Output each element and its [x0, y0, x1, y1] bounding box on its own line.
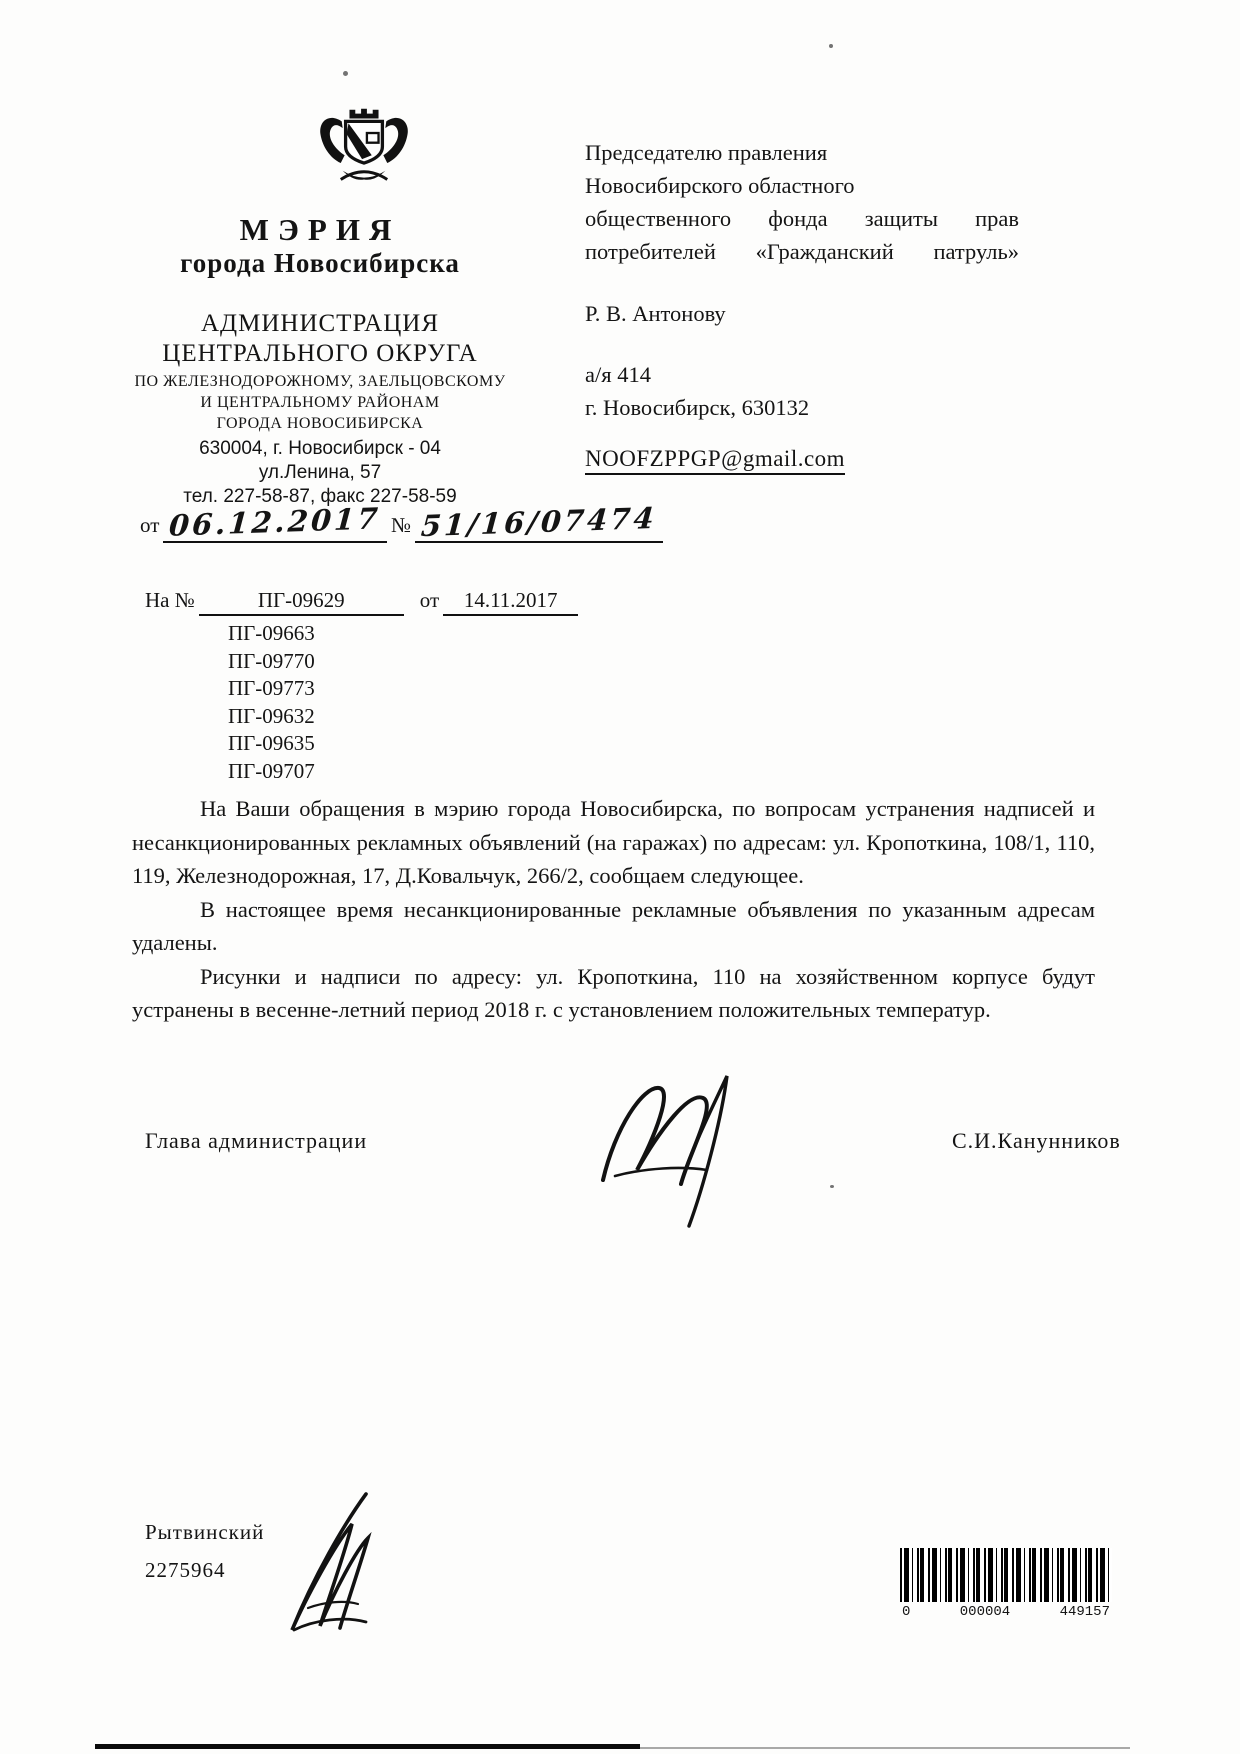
executor-phone: 2275964	[145, 1558, 226, 1582]
coat-of-arms-novosibirsk	[315, 103, 413, 195]
outgoing-number-slot	[415, 500, 663, 544]
incoming-label: На №	[145, 588, 195, 612]
incoming-ref-line	[145, 588, 645, 616]
addressee-email-wrap	[585, 446, 845, 475]
barcode-group2: 449157	[1059, 1604, 1110, 1620]
signature-stroke-executor	[248, 1480, 428, 1655]
scan-edge-line	[95, 1744, 640, 1749]
letterhead-phone-fax: тел. 227-58-87, факс 227-58-59	[183, 486, 457, 507]
districts-line1: ПО ЖЕЛЕЗНОДОРОЖНОМУ, ЗАЕЛЬЦОВСКОМУ	[134, 373, 506, 390]
incoming-number-item: ПГ-09635	[228, 731, 315, 755]
outgoing-number-handwritten: 51/16/07474	[419, 500, 658, 544]
incoming-number-item: ПГ-09663	[228, 621, 315, 645]
outgoing-from-label: от	[140, 513, 160, 537]
districts-line2: И ЦЕНТРАЛЬНОМУ РАЙОНАМ	[200, 394, 440, 411]
signer-position: Глава администрации	[145, 1128, 368, 1153]
executor-name: Рытвинский	[145, 1520, 265, 1544]
incoming-number-item: ПГ-09773	[228, 676, 315, 700]
body-paragraph: На Ваши обращения в мэрию города Новосибирска, по вопросам устранения надписей и несанкционированных рекламных объявлений (на гаражах) по адресам: ул. Кропоткина, 108/1, 110, 119, Железнодорожная, 17, Д.Ковальчук, 266/2, сообщаем следующее.	[132, 796, 1095, 888]
addressee-block	[585, 136, 1019, 268]
division-line2: ЦЕНТРАЛЬНОГО ОКРУГА	[162, 340, 478, 367]
addressee-po-box: а/я 414	[585, 362, 651, 387]
districts-line3: ГОРОДА НОВОСИБИРСКА	[216, 415, 424, 432]
division-line1: АДМИНИСТРАЦИЯ	[201, 310, 439, 337]
scan-speck	[830, 1185, 834, 1188]
addressee-title-line: общественного фонда защиты прав	[585, 206, 1019, 231]
org-name-line1: МЭРИЯ	[239, 212, 401, 247]
outgoing-date-slot	[163, 501, 387, 543]
incoming-numbers-list	[228, 620, 315, 785]
org-name-line2: города Новосибирска	[180, 248, 460, 278]
addressee-title-line: Председателю правления	[585, 140, 828, 165]
scan-speck	[829, 44, 833, 48]
letter-body	[132, 792, 1095, 1027]
incoming-number-item: ПГ-09770	[228, 648, 315, 673]
body-paragraph: В настоящее время несанкционированные рекламные объявления по указанным адресам удалены.	[132, 896, 1095, 955]
barcode-group1: 000004	[959, 1604, 1011, 1620]
addressee-email: NOOFZPPGP@gmail.com	[585, 446, 845, 475]
document-barcode	[900, 1548, 1112, 1620]
scan-speck	[343, 71, 348, 76]
addressee-title-line: потребителей «Гражданский патруль»	[585, 239, 1019, 264]
incoming-number-item: ПГ-09632	[228, 703, 315, 728]
scan-edge-line-faint	[640, 1747, 1130, 1749]
outgoing-ref-line	[140, 500, 658, 544]
incoming-number-slot: ПГ-09629	[199, 588, 404, 616]
addressee-city: г. Новосибирск, 630132	[585, 395, 810, 420]
barcode-digits	[900, 1604, 1112, 1620]
letterhead-street-address: ул.Ленина, 57	[258, 462, 382, 483]
letterhead-postal-address: 630004, г. Новосибирск - 04	[199, 438, 441, 459]
coat-of-arms-icon	[315, 103, 413, 195]
barcode-bars	[900, 1548, 1112, 1602]
barcode-digit-left: 0	[902, 1604, 911, 1620]
addressee-title-line: Новосибирского областного	[585, 173, 855, 198]
incoming-date-slot: 14.11.2017	[443, 588, 578, 616]
signature-stroke-head	[585, 1058, 805, 1243]
body-paragraph: Рисунки и надписи по адресу: ул. Кропоткина, 110 на хозяйственном корпусе будут устранены в весенне-летний период 2018 г. с установлением положительных температур.	[132, 963, 1095, 1022]
incoming-number-item: ПГ-09707	[228, 758, 315, 783]
signer-name: С.И.Канунников	[952, 1128, 1121, 1153]
incoming-date-label: от	[419, 588, 440, 612]
addressee-name: Р. В. Антонову	[585, 301, 726, 326]
outgoing-number-sign: №	[391, 513, 412, 537]
outgoing-date-handwritten: 06.12.2017	[168, 501, 383, 543]
